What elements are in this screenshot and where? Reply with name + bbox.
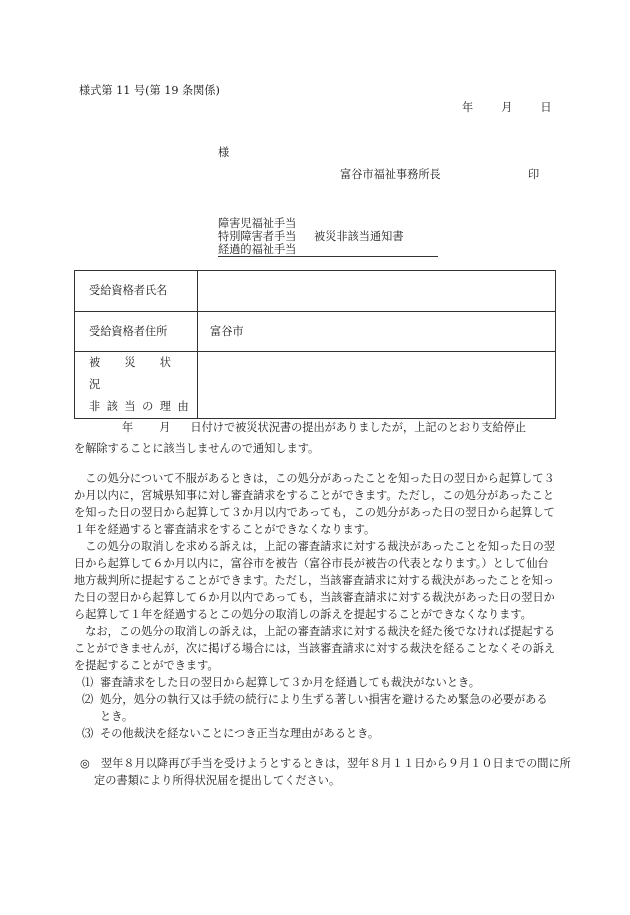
recipient-address-value: 富谷市 bbox=[198, 312, 556, 352]
allowance-type: 特別障害者手当 bbox=[218, 230, 297, 243]
document-name: 被災非該当通知書 bbox=[314, 230, 404, 243]
addressee-suffix: 様 bbox=[218, 146, 230, 159]
allowance-type: 障害児福祉手当 bbox=[218, 217, 297, 230]
seal-mark: 印 bbox=[528, 168, 540, 181]
list-item bbox=[74, 691, 558, 725]
list-item bbox=[74, 725, 558, 742]
item-text: 審査請求をした日の翌日から起算して３か月を経過しても裁決がないとき。 bbox=[100, 676, 480, 689]
date-year: 年 bbox=[462, 101, 474, 114]
table-row bbox=[75, 312, 556, 352]
title-underline bbox=[218, 256, 438, 257]
item-number: ⑶ bbox=[82, 727, 94, 740]
item-text: その他裁決を経ないことにつき正当な理由があるとき。 bbox=[100, 727, 380, 740]
date-day: 日 bbox=[540, 101, 552, 114]
issue-date bbox=[462, 101, 552, 114]
allowance-type: 経過的福祉手当 bbox=[218, 243, 297, 256]
item-number: ⑴ bbox=[82, 676, 94, 689]
list-item bbox=[74, 674, 558, 691]
form-number: 様式第 11 号(第 19 条関係) bbox=[79, 84, 220, 97]
appeal-paragraph: この処分の取消しを求める訴えは，上記の審査請求に対する裁決があったことを知った日の翌日から起算して６か月以内に，富谷市を被告（富谷市長が被告の代表となります。）として仙台地方裁判所に提起することができます。ただし，当該審査請求に対する裁決があったことを知った日の翌日から起算して６か月以内であっても，当該審査請求に対する裁決があった日の翌日から起算して１年を経過するとこの処分の取消しの訴えを提起することができなくなります。 bbox=[74, 540, 555, 621]
date-month: 月 bbox=[501, 101, 513, 114]
appeal-instructions bbox=[74, 470, 558, 742]
item-text: 処分，処分の執行又は手続の続行により生ずる著しい損害を避けるため緊急の必要があるとき。 bbox=[100, 693, 548, 723]
document-title bbox=[218, 217, 404, 256]
recipient-info-table bbox=[74, 270, 556, 419]
notice-month: 月 bbox=[159, 421, 171, 434]
reason-label-line: 非該当の理由 bbox=[89, 400, 196, 413]
recipient-name-label: 受給資格者氏名 bbox=[75, 271, 198, 312]
reason-label bbox=[75, 352, 198, 419]
notice-line1: 日付けで被災状況書の提出がありましたが，上記のとおり支給停止 bbox=[190, 421, 527, 434]
appeal-paragraph: この処分について不服があるときは，この処分があったことを知った日の翌日から起算して３か月以内に，宮城県知事に対し審査請求をすることができます。ただし，この処分があったことを知った日の翌日から起算して３か月以内であっても，この処分があった日の翌日から起算して１年を経過すると審査請求をすることができなくなります。 bbox=[74, 472, 555, 536]
notice-line2: を解除することに該当しませんので通知します。 bbox=[74, 442, 320, 455]
appeal-paragraph: なお，この処分の取消しの訴えは，上記の審査請求に対する裁決を経た後でなければ提起することができませんが，次に掲げる場合には，当該審査請求に対する裁決を経ることなくその訴えを提起することができます。 bbox=[74, 625, 556, 672]
table-row bbox=[75, 352, 556, 419]
item-number: ⑵ bbox=[82, 693, 94, 706]
notice-year: 年 bbox=[122, 421, 134, 434]
postscript-note: ◎ 翌年８月以降再び手当を受けようとするときは，翌年８月１１日から９月１０日までの間に所定の書類により所得状況届を提出してください。 bbox=[80, 757, 571, 787]
recipient-name-value bbox=[198, 271, 556, 312]
recipient-address-label: 受給資格者住所 bbox=[75, 312, 198, 352]
notice-text bbox=[74, 417, 558, 459]
reason-label-line: 被 災 状 況 bbox=[89, 356, 196, 391]
table-row bbox=[75, 271, 556, 312]
issuer-name: 富谷市福祉事務所長 bbox=[340, 168, 441, 181]
reason-value bbox=[198, 352, 556, 419]
